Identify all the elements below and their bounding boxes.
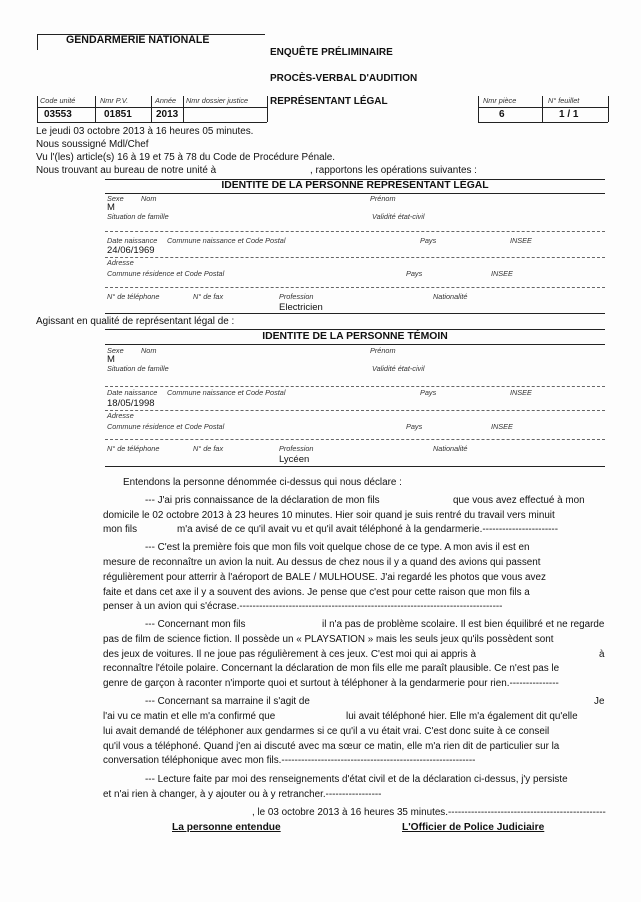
tem-situation-label: Situation de famille — [107, 364, 169, 373]
p4-line1-b: Je — [594, 696, 605, 707]
p2-line3: régulièrement pour atterrir à l'aéroport de BALE / MULHOUSE. J'ai regardé les photos que vous avez — [103, 572, 546, 583]
rep-row-separator — [105, 231, 605, 232]
p3-line5: genre de garçon à raconter n'importe quoi et surtout à téléphoner à la gendarmerie pour rien.--------------- — [103, 678, 559, 689]
closing-line: , le 03 octobre 2013 à 16 heures 35 minutes.------------------------------------------------ — [252, 807, 606, 818]
enquete-type: ENQUÊTE PRÉLIMINAIRE — [270, 47, 393, 58]
tem-fax-label: N° de fax — [193, 444, 224, 453]
tem-date-naissance-value: 18/05/1998 — [107, 398, 155, 409]
p4-line1-a: --- Concernant sa marraine il s'agit de — [145, 696, 310, 707]
p1-line3-b: m'a avisé de ce qu'il avait vu et qu'il avait téléphoné à la gendarmerie.----------------------- — [177, 524, 559, 535]
intro-date-line: Le jeudi 03 octobre 2013 à 16 heures 05 minutes. — [36, 126, 254, 137]
rep-section-title: IDENTITE DE LA PERSONNE REPRÉSENTANT LÉGAL — [221, 180, 489, 191]
p4-line3: lui avait demandé de téléphoner aux gendarmes si ce qu'il a vu était vrai. C'est donc suite à ce conseil — [103, 726, 550, 737]
p2-line4: faite et dans cet axe il y a souvent des avions. Je pense que c'est pour cette raison que mon fils a — [103, 587, 530, 598]
rep-sexe-label: Sexe — [107, 194, 124, 203]
tem-profession-value: Lycéen — [279, 454, 310, 465]
tem-title-top-rule — [105, 329, 605, 330]
tem-date-naissance-label: Date naissance — [107, 388, 158, 397]
box-divider — [542, 96, 543, 122]
piece-box-bottom-rule — [478, 122, 608, 123]
signature-officer-label: L'Officier de Police Judiciaire — [402, 822, 545, 833]
box-divider — [183, 96, 184, 122]
box-divider — [478, 96, 479, 122]
box-divider — [267, 96, 268, 122]
p3-line4: reconnaître l'étoile polaire. Concernant la déclaration de mon fils elle me paraît plausible. Ce n'est pas le — [103, 663, 560, 674]
box-divider — [37, 96, 38, 122]
annee-label: Année — [155, 96, 177, 105]
tem-sexe-label: Sexe — [107, 346, 124, 355]
p5-line2: et n'ai rien à changer, à y ajouter ou à y retrancher.----------------- — [103, 789, 382, 800]
code-unite-value: 03553 — [44, 109, 72, 120]
p3-line1-a: --- Concernant mon fils — [145, 619, 246, 630]
tem-telephone-label: N° de téléphone — [107, 444, 160, 453]
header-left-tick — [37, 34, 38, 50]
rep-fax-label: N° de fax — [193, 292, 224, 301]
rep-nationalite-label: Nationalité — [433, 292, 468, 301]
nmr-dossier-label: Nmr dossier justice — [186, 96, 249, 105]
p3-line3-a: des jeux de voitures. Il ne joue pas régulièrement à ces jeux. C'est moi qui ai appris à — [103, 649, 476, 660]
rep-section-bottom-rule — [105, 313, 605, 314]
nmr-pv-value: 01851 — [104, 109, 132, 120]
p3-line1-b: il n'a pas de problème scolaire. Il est bien équilibré et ne regarde — [322, 619, 605, 630]
feuillet-label: N° feuillet — [548, 96, 580, 105]
rep-situation-label: Situation de famille — [107, 212, 169, 221]
tem-pays-res-label: Pays — [406, 422, 423, 431]
tem-section-bottom-rule — [105, 466, 605, 467]
header-box-bottom-rule — [37, 122, 267, 123]
p3-line2: pas de film de science fiction. Il possède un « PLAYSATION » mais les seuls jeux qu'ils possèdent sont — [103, 634, 554, 645]
signature-person-label: La personne entendue — [172, 822, 281, 833]
intro-location-line-b: , rapportons les opérations suivantes : — [310, 165, 477, 176]
rep-insee-label: INSEE — [510, 236, 532, 245]
tem-section-title: IDENTITE DE LA PERSONNE TÉMOIN — [262, 331, 448, 342]
pv-title: PROCÈS-VERBAL D'AUDITION — [270, 73, 418, 84]
tem-commune-residence-label: Commune résidence et Code Postal — [107, 422, 225, 431]
nmr-piece-label: Nmr pièce — [483, 96, 517, 105]
tem-insee-label: INSEE — [510, 388, 532, 397]
p1-line1-a: --- J'ai pris connaissance de la déclaration de mon fils — [145, 495, 380, 506]
rep-insee-res-label: INSEE — [491, 269, 513, 278]
tem-nationalite-label: Nationalité — [433, 444, 468, 453]
piece-box-mid-rule — [478, 107, 608, 108]
tem-title-bottom-rule — [105, 344, 605, 345]
tem-pays-label: Pays — [420, 388, 437, 397]
tem-validite-label: Validité état-civil — [372, 364, 425, 373]
p3-line3-b: à — [599, 649, 605, 660]
p5-line1: --- Lecture faite par moi des renseignements d'état civil et de la déclaration ci-dessus, j'y persiste — [145, 774, 568, 785]
tem-adresse-label: Adresse — [107, 411, 134, 420]
rep-row-separator — [105, 287, 605, 288]
rep-row-separator — [105, 257, 605, 258]
rep-profession-label: Profession — [279, 292, 314, 301]
tem-row-separator — [105, 386, 605, 387]
p1-line2: domicile le 02 octobre 2013 à 23 heures 10 minutes. Hier soir quand je suis rentré du travail vers minuit — [103, 510, 555, 521]
tem-nom-label: Nom — [141, 346, 157, 355]
rep-adresse-label: Adresse — [107, 258, 134, 267]
p4-line4: qu'il vous a téléphoné. Quand j'en ai discuté avec ma sœur ce matin, elle m'a rien dit de particulier sur la — [103, 741, 560, 752]
annee-value: 2013 — [156, 109, 179, 120]
tem-commune-naissance-label: Commune naissance et Code Postal — [167, 388, 286, 397]
nmr-pv-label: Nmr P.V. — [100, 96, 129, 105]
tem-sexe-value: M — [107, 354, 115, 365]
box-divider — [151, 96, 152, 122]
p2-line5: penser à un avion qui s'écrase.-------------------------------------------------------------------------------- — [103, 601, 503, 612]
rep-date-naissance-label: Date naissance — [107, 236, 158, 245]
p4-line2-b: lui avait téléphoné hier. Elle m'a également dit qu'elle — [346, 711, 578, 722]
intro-location-line-a: Nous trouvant au bureau de notre unité à — [36, 165, 217, 176]
tem-row-separator — [105, 439, 605, 440]
rep-date-naissance-value: 24/06/1969 — [107, 245, 155, 256]
box-divider — [608, 96, 609, 122]
rep-title-bottom-rule — [105, 193, 605, 194]
p1-line3-a: mon fils — [103, 524, 138, 535]
p1-line1-b: que vous avez effectué à mon — [453, 495, 585, 506]
rep-commune-naissance-label: Commune naissance et Code Postal — [167, 236, 286, 245]
tem-prenom-label: Prénom — [370, 346, 396, 355]
rep-telephone-label: N° de téléphone — [107, 292, 160, 301]
intro-officer-line: Nous soussigné Mdl/Chef — [36, 139, 149, 150]
rep-sexe-value: M — [107, 202, 115, 213]
p2-line2: mesure de reconnaître un avion la nuit. Au dessus de chez nous il y a quand des avions qui passent — [103, 557, 541, 568]
box-divider — [95, 96, 96, 122]
rep-nom-label: Nom — [141, 194, 157, 203]
org-name: GENDARMERIE NATIONALE — [66, 34, 210, 46]
p4-line5: conversation téléphonique avec mon fils.----------------------------------------------------------- — [103, 755, 476, 766]
code-unite-label: Code unité — [40, 96, 76, 105]
p2-line1: --- C'est la première fois que mon fils voit quelque chose de ce type. A mon avis il est en — [145, 542, 530, 553]
rep-validite-label: Validité état-civil — [372, 212, 425, 221]
tem-insee-res-label: INSEE — [491, 422, 513, 431]
tem-row-separator — [105, 410, 605, 411]
agissant-line: Agissant en qualité de représentant légal de : — [36, 316, 235, 327]
rep-prenom-label: Prénom — [370, 194, 396, 203]
pv-role: REPRÉSENTANT LÉGAL — [270, 96, 388, 107]
rep-pays-res-label: Pays — [406, 269, 423, 278]
intro-articles-line: Vu l'(les) article(s) 16 à 19 et 75 à 78 du Code de Procédure Pénale. — [36, 152, 336, 163]
rep-commune-residence-label: Commune résidence et Code Postal — [107, 269, 225, 278]
feuillet-value: 1 / 1 — [559, 109, 579, 120]
declaration-intro: Entendons la personne dénommée ci-dessus qui nous déclare : — [123, 477, 402, 488]
rep-pays-label: Pays — [420, 236, 437, 245]
header-box-mid-rule — [37, 107, 267, 108]
p4-line2-a: l'ai vu ce matin et elle m'a confirmé que — [103, 711, 276, 722]
rep-profession-value: Electricien — [279, 302, 323, 313]
tem-profession-label: Profession — [279, 444, 314, 453]
nmr-piece-value: 6 — [499, 109, 505, 120]
